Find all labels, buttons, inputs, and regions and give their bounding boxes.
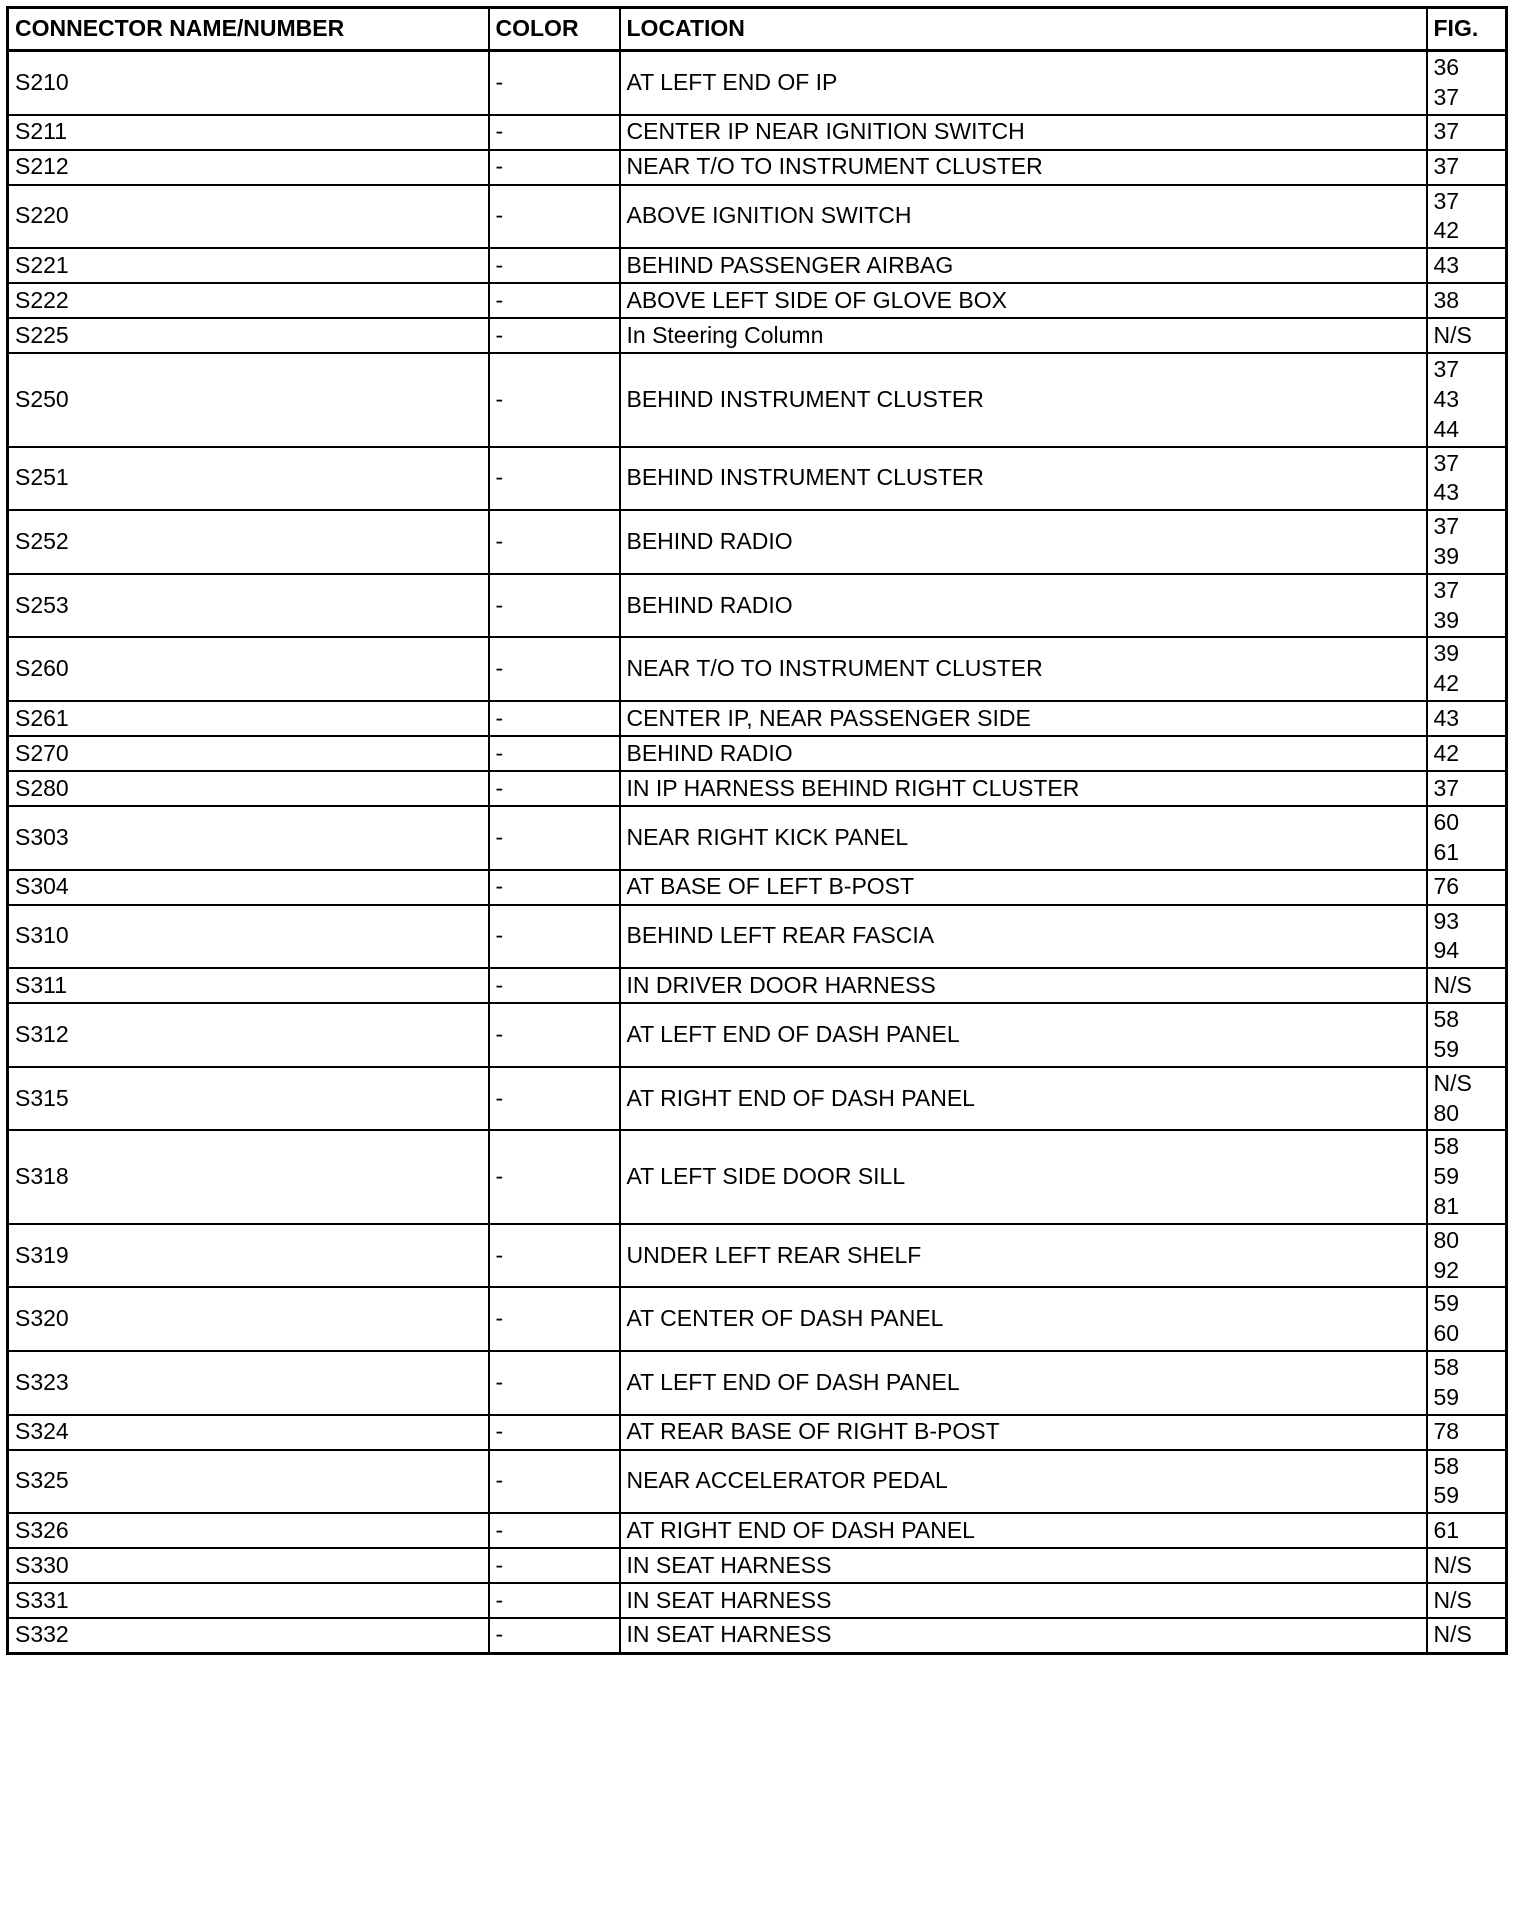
fig-cell (1427, 1548, 1507, 1583)
fig-number: 37 (1433, 153, 1460, 180)
color-cell: - (489, 1003, 620, 1067)
color-cell: - (489, 1618, 620, 1653)
fig-number: 37 (1433, 118, 1460, 145)
color-cell: - (489, 185, 620, 249)
table-row (8, 1003, 1507, 1067)
fig-number: 37 (1433, 449, 1460, 476)
fig-cell (1427, 905, 1507, 969)
fig-cell (1427, 150, 1507, 185)
header-color: COLOR (489, 8, 620, 51)
color-cell: - (489, 771, 620, 806)
fig-number: 36 (1433, 54, 1460, 80)
color-cell: - (489, 115, 620, 150)
fig-number: 94 (1433, 937, 1460, 964)
connector-name-cell: S260 (8, 637, 489, 701)
location-cell: IN SEAT HARNESS (620, 1583, 1427, 1618)
connector-name-cell: S330 (8, 1548, 489, 1583)
fig-number: 59 (1433, 1035, 1460, 1062)
connector-table (6, 6, 1508, 1655)
location-cell: NEAR T/O TO INSTRUMENT CLUSTER (620, 150, 1427, 185)
fig-cell (1427, 736, 1507, 771)
table-body (8, 51, 1507, 1654)
table-row (8, 968, 1507, 1003)
connector-name-cell: S304 (8, 870, 489, 905)
color-cell: - (489, 870, 620, 905)
fig-number: 92 (1433, 1256, 1460, 1283)
table-row (8, 353, 1507, 446)
fig-number: 43 (1433, 479, 1460, 506)
location-cell: AT LEFT END OF DASH PANEL (620, 1351, 1427, 1415)
connector-name-cell: S253 (8, 574, 489, 638)
location-cell: NEAR T/O TO INSTRUMENT CLUSTER (620, 637, 1427, 701)
color-cell: - (489, 150, 620, 185)
fig-cell (1427, 185, 1507, 249)
table-row (8, 1548, 1507, 1583)
table-row (8, 1130, 1507, 1223)
connector-name-cell: S210 (8, 51, 489, 115)
fig-cell (1427, 1224, 1507, 1288)
fig-number: N/S (1433, 1621, 1472, 1648)
fig-cell (1427, 115, 1507, 150)
connector-name-cell: S303 (8, 806, 489, 870)
connector-name-cell: S320 (8, 1287, 489, 1351)
table-row (8, 771, 1507, 806)
table-row (8, 1618, 1507, 1653)
table-row (8, 1287, 1507, 1351)
connector-name-cell: S326 (8, 1513, 489, 1548)
connector-name-cell: S280 (8, 771, 489, 806)
table-row (8, 283, 1507, 318)
location-cell: NEAR ACCELERATOR PEDAL (620, 1450, 1427, 1514)
fig-number: 42 (1433, 217, 1460, 244)
connector-name-cell: S270 (8, 736, 489, 771)
location-cell: CENTER IP NEAR IGNITION SWITCH (620, 115, 1427, 150)
fig-number: 58 (1433, 1006, 1460, 1033)
table-row (8, 1351, 1507, 1415)
fig-number: N/S (1433, 321, 1472, 348)
location-cell: NEAR RIGHT KICK PANEL (620, 806, 1427, 870)
fig-cell (1427, 1513, 1507, 1548)
fig-number: 59 (1433, 1290, 1460, 1317)
table-row (8, 806, 1507, 870)
connector-name-cell: S250 (8, 353, 489, 446)
connector-name-cell: S225 (8, 318, 489, 353)
fig-number: N/S (1433, 1586, 1472, 1613)
location-cell: IN SEAT HARNESS (620, 1548, 1427, 1583)
color-cell: - (489, 637, 620, 701)
fig-number: N/S (1433, 1069, 1472, 1096)
fig-cell (1427, 1450, 1507, 1514)
color-cell: - (489, 510, 620, 574)
fig-number: 61 (1433, 838, 1460, 865)
fig-cell (1427, 1415, 1507, 1450)
fig-cell (1427, 447, 1507, 511)
fig-number: 81 (1433, 1192, 1460, 1219)
fig-number: 78 (1433, 1418, 1460, 1445)
color-cell: - (489, 51, 620, 115)
color-cell: - (489, 447, 620, 511)
connector-name-cell: S319 (8, 1224, 489, 1288)
color-cell: - (489, 701, 620, 736)
table-row (8, 1067, 1507, 1131)
color-cell: - (489, 248, 620, 283)
color-cell: - (489, 736, 620, 771)
table-row (8, 248, 1507, 283)
color-cell: - (489, 1067, 620, 1131)
color-cell: - (489, 353, 620, 446)
table-row (8, 701, 1507, 736)
fig-number: 37 (1433, 356, 1460, 383)
fig-number: N/S (1433, 971, 1472, 998)
location-cell: BEHIND INSTRUMENT CLUSTER (620, 353, 1427, 446)
header-connector-name: CONNECTOR NAME/NUMBER (8, 8, 489, 51)
connector-name-cell: S331 (8, 1583, 489, 1618)
location-cell: AT REAR BASE OF RIGHT B-POST (620, 1415, 1427, 1450)
fig-number: 39 (1433, 542, 1460, 569)
location-cell: AT RIGHT END OF DASH PANEL (620, 1067, 1427, 1131)
fig-cell (1427, 968, 1507, 1003)
color-cell: - (489, 318, 620, 353)
fig-cell (1427, 353, 1507, 446)
fig-cell (1427, 806, 1507, 870)
fig-number: 59 (1433, 1383, 1460, 1410)
location-cell: IN IP HARNESS BEHIND RIGHT CLUSTER (620, 771, 1427, 806)
color-cell: - (489, 1224, 620, 1288)
location-cell: AT RIGHT END OF DASH PANEL (620, 1513, 1427, 1548)
fig-cell (1427, 574, 1507, 638)
fig-number: 80 (1433, 1099, 1460, 1126)
fig-cell (1427, 283, 1507, 318)
color-cell: - (489, 1583, 620, 1618)
fig-number: 58 (1433, 1452, 1460, 1479)
location-cell: CENTER IP, NEAR PASSENGER SIDE (620, 701, 1427, 736)
fig-cell (1427, 1003, 1507, 1067)
location-cell: AT CENTER OF DASH PANEL (620, 1287, 1427, 1351)
fig-cell (1427, 318, 1507, 353)
location-cell: IN SEAT HARNESS (620, 1618, 1427, 1653)
fig-number: 42 (1433, 739, 1460, 766)
header-row (8, 8, 1507, 51)
location-cell: ABOVE LEFT SIDE OF GLOVE BOX (620, 283, 1427, 318)
fig-cell (1427, 1351, 1507, 1415)
header-location: LOCATION (620, 8, 1427, 51)
table-row (8, 1450, 1507, 1514)
fig-number: 37 (1433, 576, 1460, 603)
table-row (8, 1583, 1507, 1618)
table-header (8, 8, 1507, 51)
connector-name-cell: S211 (8, 115, 489, 150)
table-row (8, 510, 1507, 574)
fig-number: 59 (1433, 1482, 1460, 1509)
connector-name-cell: S311 (8, 968, 489, 1003)
fig-number: 42 (1433, 670, 1460, 697)
color-cell: - (489, 806, 620, 870)
table-row (8, 318, 1507, 353)
table-row (8, 150, 1507, 185)
fig-number: 58 (1433, 1353, 1460, 1380)
fig-cell (1427, 1583, 1507, 1618)
fig-number: 80 (1433, 1226, 1460, 1253)
fig-cell (1427, 771, 1507, 806)
location-cell: In Steering Column (620, 318, 1427, 353)
table-row (8, 574, 1507, 638)
color-cell: - (489, 905, 620, 969)
fig-number: 58 (1433, 1133, 1460, 1160)
color-cell: - (489, 283, 620, 318)
location-cell: BEHIND PASSENGER AIRBAG (620, 248, 1427, 283)
fig-number: 44 (1433, 415, 1460, 442)
location-cell: AT LEFT END OF IP (620, 51, 1427, 115)
table-row (8, 870, 1507, 905)
color-cell: - (489, 968, 620, 1003)
fig-number: 37 (1433, 187, 1460, 214)
connector-name-cell: S310 (8, 905, 489, 969)
fig-cell (1427, 1130, 1507, 1223)
location-cell: AT LEFT SIDE DOOR SILL (620, 1130, 1427, 1223)
document-page (6, 6, 1505, 1655)
table-row (8, 736, 1507, 771)
color-cell: - (489, 1513, 620, 1548)
color-cell: - (489, 1415, 620, 1450)
header-fig: FIG. (1427, 8, 1507, 51)
connector-name-cell: S220 (8, 185, 489, 249)
location-cell: ABOVE IGNITION SWITCH (620, 185, 1427, 249)
location-cell: BEHIND INSTRUMENT CLUSTER (620, 447, 1427, 511)
fig-cell (1427, 870, 1507, 905)
fig-cell (1427, 701, 1507, 736)
table-row (8, 637, 1507, 701)
location-cell: UNDER LEFT REAR SHELF (620, 1224, 1427, 1288)
fig-number: 39 (1433, 606, 1460, 633)
fig-number: 93 (1433, 907, 1460, 934)
location-cell: BEHIND LEFT REAR FASCIA (620, 905, 1427, 969)
fig-number: N/S (1433, 1551, 1472, 1578)
fig-number: 37 (1433, 513, 1460, 540)
connector-name-cell: S312 (8, 1003, 489, 1067)
table-row (8, 51, 1507, 115)
connector-name-cell: S252 (8, 510, 489, 574)
fig-cell (1427, 1618, 1507, 1653)
fig-cell (1427, 51, 1507, 115)
table-row (8, 447, 1507, 511)
fig-number: 60 (1433, 1320, 1460, 1347)
color-cell: - (489, 1351, 620, 1415)
fig-number: 59 (1433, 1163, 1460, 1190)
connector-name-cell: S212 (8, 150, 489, 185)
fig-number: 37 (1433, 774, 1460, 801)
location-cell: BEHIND RADIO (620, 736, 1427, 771)
location-cell: AT LEFT END OF DASH PANEL (620, 1003, 1427, 1067)
fig-cell (1427, 1067, 1507, 1131)
connector-name-cell: S222 (8, 283, 489, 318)
location-cell: IN DRIVER DOOR HARNESS (620, 968, 1427, 1003)
table-row (8, 185, 1507, 249)
connector-name-cell: S332 (8, 1618, 489, 1653)
fig-cell (1427, 1287, 1507, 1351)
table-row (8, 905, 1507, 969)
location-cell: AT BASE OF LEFT B-POST (620, 870, 1427, 905)
connector-name-cell: S318 (8, 1130, 489, 1223)
connector-name-cell: S325 (8, 1450, 489, 1514)
fig-cell (1427, 637, 1507, 701)
color-cell: - (489, 1130, 620, 1223)
fig-cell (1427, 510, 1507, 574)
fig-number: 37 (1433, 83, 1460, 110)
fig-cell (1427, 248, 1507, 283)
connector-name-cell: S323 (8, 1351, 489, 1415)
fig-number: 39 (1433, 640, 1460, 667)
color-cell: - (489, 1548, 620, 1583)
fig-number: 43 (1433, 704, 1460, 731)
connector-name-cell: S315 (8, 1067, 489, 1131)
color-cell: - (489, 574, 620, 638)
connector-name-cell: S261 (8, 701, 489, 736)
fig-number: 43 (1433, 251, 1460, 278)
location-cell: BEHIND RADIO (620, 510, 1427, 574)
table-row (8, 1513, 1507, 1548)
table-row (8, 1224, 1507, 1288)
table-row (8, 1415, 1507, 1450)
fig-number: 76 (1433, 873, 1460, 900)
color-cell: - (489, 1287, 620, 1351)
fig-number: 61 (1433, 1516, 1460, 1543)
color-cell: - (489, 1450, 620, 1514)
connector-name-cell: S251 (8, 447, 489, 511)
fig-number: 60 (1433, 808, 1460, 835)
connector-name-cell: S324 (8, 1415, 489, 1450)
fig-number: 38 (1433, 286, 1460, 313)
fig-number: 43 (1433, 385, 1460, 412)
connector-name-cell: S221 (8, 248, 489, 283)
table-row (8, 115, 1507, 150)
location-cell: BEHIND RADIO (620, 574, 1427, 638)
